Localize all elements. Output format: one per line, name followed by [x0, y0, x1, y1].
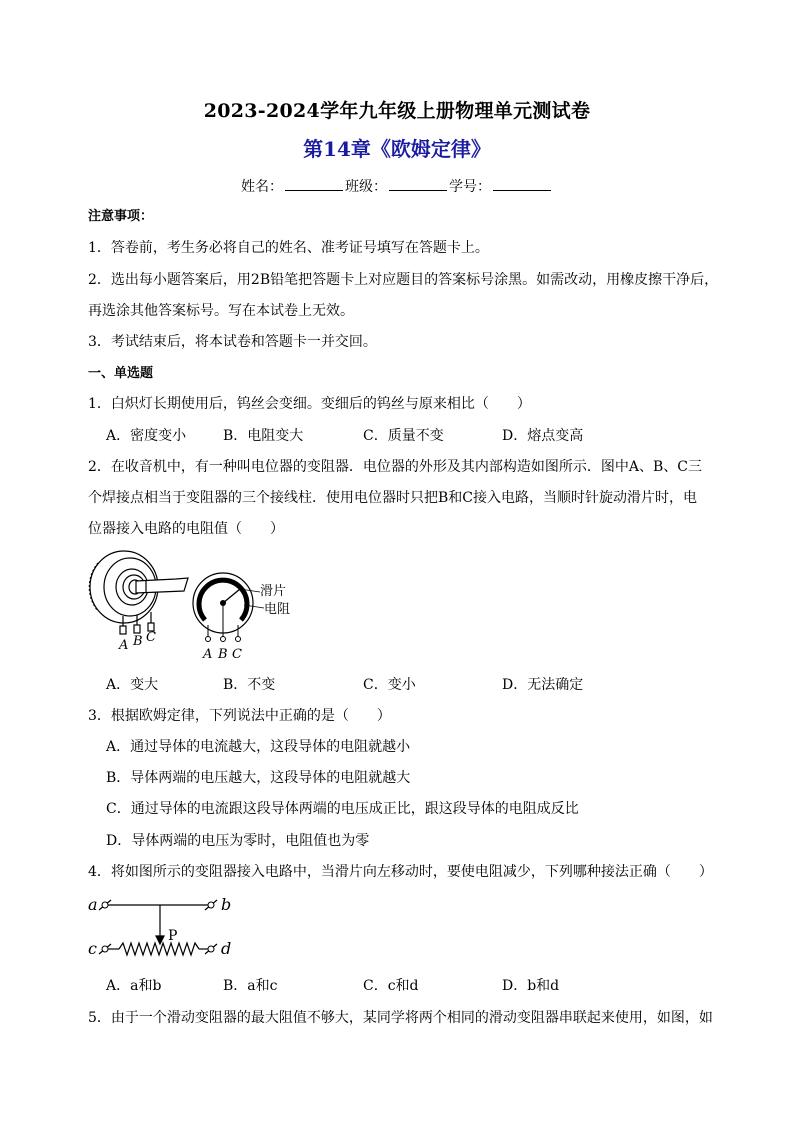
class-label: 班级： [345, 179, 387, 195]
notice-item: 3．考试结束后，将本试卷和答题卡一并交回。 [88, 334, 377, 350]
q2-option-c: C．变小 [363, 677, 416, 693]
q1-stem: 1．白炽灯长期使用后，钨丝会变细。变细后的钨丝与原来相比（ ） [88, 396, 531, 412]
q3-stem: 3．根据欧姆定律，下列说法中正确的是（ ） [88, 708, 391, 724]
notice-item: 1．答卷前，考生务必将自己的姓名、准考证号填写在答题卡上。 [88, 240, 489, 256]
q3-option-a: A．通过导体的电流越大，这段导体的电阻就越小 [106, 739, 411, 755]
name-label: 姓名： [241, 179, 283, 195]
id-blank [493, 177, 551, 191]
q5-stem: 5．由于一个滑动变阻器的最大阻值不够大，某同学将两个相同的滑动变阻器串联起来使用，如图，如 [88, 1010, 713, 1026]
q2-option-d: D．无法确定 [502, 677, 584, 693]
notice-item: 2．选出每小题答案后，用2B铅笔把答题卡上对应题目的答案标号涂黑。如需改动，用橡皮擦干净后， [88, 272, 719, 288]
exam-title: 2023-2024学年九年级上册物理单元测试卷 [203, 100, 591, 122]
resistor-label: 电阻 [264, 602, 291, 617]
section-heading: 一、单选题 [88, 366, 154, 381]
student-info-line [0, 176, 794, 196]
q3-option-c: C．通过导体的电流跟这段导体两端的电压成正比，跟这段导体的电阻成反比 [106, 801, 579, 817]
notice-item: 再选涂其他答案标号。写在本试卷上无效。 [88, 303, 354, 319]
terminal-b-label: b [221, 895, 232, 914]
interior-label-c: C [232, 647, 242, 662]
q4-option-d: D．b和d [502, 978, 560, 994]
chapter-subtitle: 第14章《欧姆定律》 [303, 137, 491, 161]
potentiometer-figure [84, 545, 314, 665]
q4-option-b: B．a和c [223, 978, 278, 994]
exterior-label-c: C [146, 630, 156, 645]
q4-option-a: A．a和b [106, 978, 162, 994]
class-blank [389, 177, 447, 191]
q1-option-d: D．熔点变高 [502, 428, 584, 444]
q2-stem-line: 位器接入电路的电阻值（ ） [88, 521, 284, 537]
terminal-d-label: d [221, 939, 232, 958]
rheostat-figure [84, 888, 254, 968]
interior-label-b: B [218, 647, 228, 662]
q1-option-b: B．电阻变大 [223, 428, 304, 444]
q1-option-a: A．密度变小 [106, 428, 187, 444]
q3-option-b: B．导体两端的电压越大，这段导体的电阻就越大 [106, 770, 411, 786]
q4-option-c: C．c和d [363, 978, 419, 994]
terminal-c-label: c [88, 939, 97, 958]
q2-option-a: A．变大 [106, 677, 159, 693]
name-blank [285, 177, 343, 191]
potentiometer-exterior [89, 551, 188, 634]
q3-option-d: D．导体两端的电压为零时，电阻值也为零 [106, 833, 370, 849]
notice-heading: 注意事项： [88, 209, 154, 224]
exterior-label-b: B [133, 634, 143, 649]
q4-stem: 4．将如图所示的变阻器接入电路中，当滑片向左移动时，要使电阻减少，下列哪种接法正确（ ） [88, 864, 713, 880]
q2-stem-line: 个焊接点相当于变阻器的三个接线柱．使用电位器时只把B和C接入电路，当顺时针旋动滑片时，电 [88, 490, 697, 506]
potentiometer-interior [193, 573, 264, 642]
q2-option-b: B．不变 [223, 677, 276, 693]
interior-label-a: A [203, 647, 213, 662]
q2-stem-line: 2．在收音机中，有一种叫电位器的变阻器．电位器的外形及其内部构造如图所示．图中A、B、C三 [88, 459, 703, 475]
slider-label: 滑片 [260, 584, 287, 599]
q1-option-c: C．质量不变 [363, 428, 444, 444]
slider-p-label: P [168, 928, 178, 944]
id-label: 学号： [449, 179, 491, 195]
exterior-label-a: A [119, 638, 129, 653]
terminal-a-label: a [88, 895, 98, 914]
